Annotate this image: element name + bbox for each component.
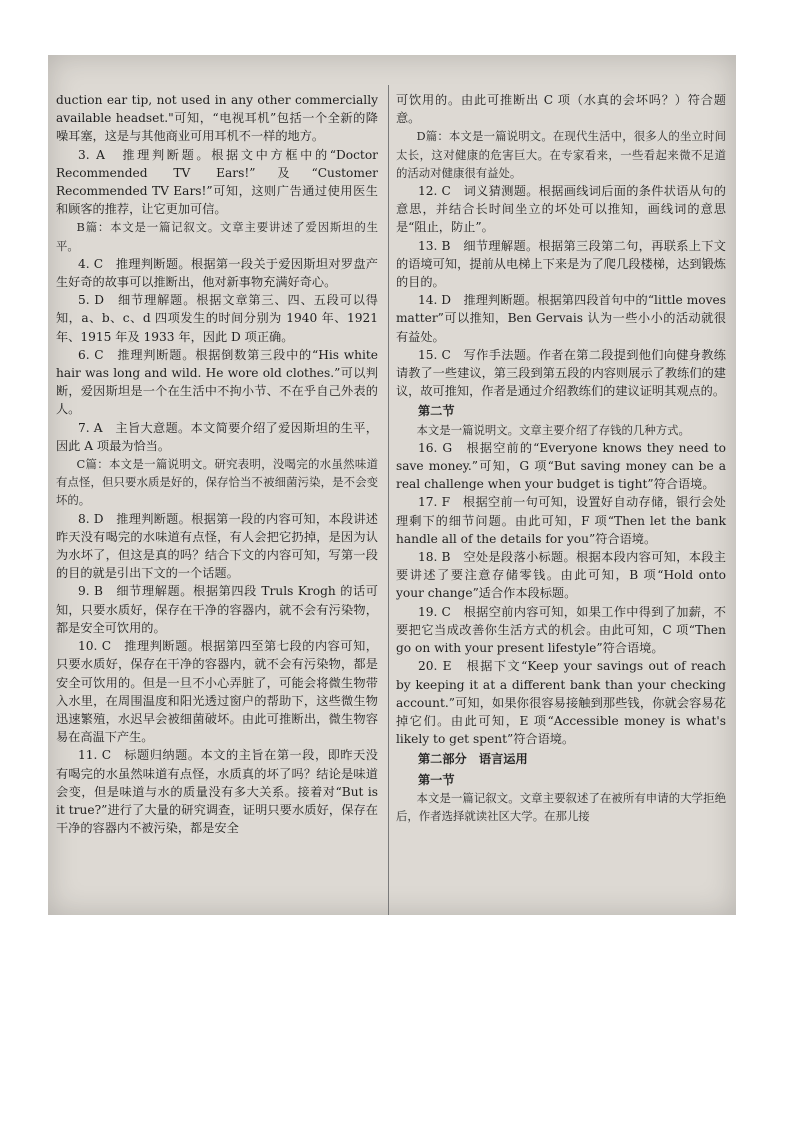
answer-paragraph: 13. B 细节理解题。根据第三段第二句，再联系上下文的语境可知，提前从电梯上下来是为了爬几段楼梯，达到锻炼的目的。 (396, 238, 726, 290)
scanned-answer-page (48, 55, 736, 915)
passage-summary: 本文是一篇说明文。文章主要介绍了存钱的几种方式。 (416, 422, 690, 437)
answer-paragraph: 3. A 推理判断题。根据文中方框中的“Doctor Recommended TV Ears!”及“Customer Recommended TV Ears!”可知，这则广告通过使用医生和顾客的推荐，让它更加可信。 (56, 147, 378, 217)
passage-summary: D篇：本文是一篇说明文。在现代生活中，很多人的坐立时间太长，这对健康的危害巨大。在专家看来，一些看起来微不足道的活动对健康很有益处。 (396, 129, 726, 180)
section-heading: 第二部分 语言运用 (417, 752, 528, 767)
answer-paragraph: 19. C 根据空前内容可知，如果工作中得到了加薪，不要把它当成改善你生活方式的机会。由此可知，C 项“Then go on with your present lifestyle”符合语境。 (396, 604, 726, 656)
answer-paragraph: 7. A 主旨大意题。本文简要介绍了爱因斯坦的生平，因此 A 项最为恰当。 (56, 420, 378, 453)
answer-paragraph: 8. D 推理判断题。根据第一段的内容可知，本段讲述昨天没有喝完的水味道有点怪，有人会把它扔掉，是因为认为水坏了，但这是真的吗？结合下文的内容可知，写第一段的目的就是引出下文的一个话题。 (56, 511, 378, 581)
answer-paragraph: 17. F 根据空前一句可知，设置好自动存储，银行会处理剩下的细节问题。由此可知，F 项“Then let the bank handle all of the details for you”符合语境。 (396, 495, 726, 546)
passage-summary: B篇：本文是一篇记叙文。文章主要讲述了爱因斯坦的生平。 (56, 220, 378, 253)
answer-paragraph: 可饮用的。由此可推断出 C 项（水真的会坏吗？）符合题意。 (396, 93, 726, 126)
right-column (396, 91, 726, 825)
answer-paragraph: 10. C 推理判断题。根据第四至第七段的内容可知，只要水质好，保存在干净的容器内，就不会有污染物，都是安全可饮用的。但是一旦不小心弄脏了，可能会将微生物带入水里，在周围温度和阳光透过窗户的帮助下，这些微生物迅速繁殖，水迟早会被细菌破坏。由此可推断出，微生物容易在高温下产生。 (56, 639, 378, 745)
answer-paragraph: 6. C 推理判断题。根据倒数第三段中的“His white hair was long and wild. He wore old clothes.”可以判断，爱因斯坦是一个在生活中不拘小节、不在乎自己外表的人。 (56, 347, 378, 417)
left-column (56, 91, 378, 837)
answer-paragraph: 11. C 标题归纳题。本文的主旨在第一段，即昨天没有喝完的水虽然味道有点怪，水质真的坏了吗？结论是味道会变，但是味道与水的质量没有多大关系。接着对“But is it true?”进行了大量的研究调查，证明只要水质好，保存在干净的容器内不被污染，都是安全 (56, 748, 378, 836)
answer-paragraph: duction ear tip, not used in any other commercially available headset."可知，“电视耳机”包括一个全新的降噪耳塞，这是与其他商业可用耳机不一样的地方。 (56, 93, 378, 144)
answer-paragraph: 4. C 推理判断题。根据第一段关于爱因斯坦对罗盘产生好奇的故事可以推断出，他对新事物充满好奇心。 (56, 256, 378, 290)
column-divider (388, 85, 389, 915)
answer-paragraph: 14. D 推理判断题。根据第四段首句中的“little moves matter”可以推知，Ben Gervais 认为一些小小的活动就很有益处。 (396, 293, 726, 344)
section-heading: 第一节 (417, 772, 455, 787)
passage-summary: 本文是一篇记叙文。文章主要叙述了在被所有申请的大学拒绝后，作者选择就读社区大学。在那儿接 (396, 790, 726, 823)
answer-paragraph: 12. C 词义猜测题。根据画线词后面的条件状语从句的意思，并结合长时间坐立的坏处可以推知，画线词的意思是“阻止，防止”。 (396, 184, 726, 235)
answer-paragraph: 16. G 根据空前的“Everyone knows they need to save money.”可知，G 项“But saving money can be a real challenge when your budget is tight”符合语境。 (396, 440, 726, 492)
answer-paragraph: 15. C 写作手法题。作者在第二段提到他们向健身教练请教了一些建议，第三段到第五段的内容则展示了教练们的建议，故可推知，作者是通过介绍教练们的建议证明其观点的。 (396, 347, 726, 399)
answer-paragraph: 9. B 细节理解题。根据第四段 Truls Krogh 的话可知，只要水质好，保存在干净的容器内，就不会有污染物，都是安全可饮用的。 (56, 584, 378, 635)
answer-paragraph: 18. B 空处是段落小标题。根据本段内容可知，本段主要讲述了要注意存储零钱。由此可知，B 项“Hold onto your change”适合作本段标题。 (396, 550, 726, 601)
passage-summary: C篇：本文是一篇说明文。研究表明，没喝完的水虽然味道有点怪，但只要水质是好的，保存恰当不被细菌污染，是不会变坏的。 (56, 457, 378, 508)
answer-paragraph: 5. D 细节理解题。根据文章第三、四、五段可以得知，a、b、c、d 四项发生的时间分别为 1940 年、1921 年、1915 年及 1933 年，因此 D 项正确。 (56, 293, 378, 344)
answer-paragraph: 20. E 根据下文“Keep your savings out of reach by keeping it at a different bank than your checking account.”可知，如果你很容易接触到那些钱，你就会容易花掉它们。由此可知，E 项“Accessible money is what's likely to get spent”符合语境。 (396, 659, 726, 747)
section-heading: 第二节 (417, 404, 455, 419)
